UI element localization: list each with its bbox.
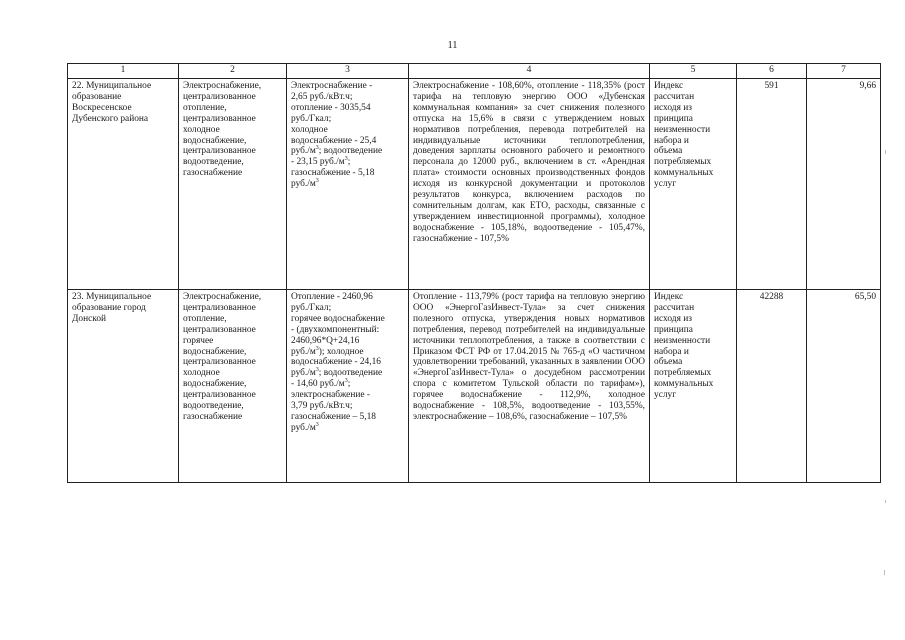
tariffs-text-a: Отопление - 2460,96 руб./Гкал; горячее водоснабжение - (двухкомпонентный: 2460,96*Q+24,16 руб./м xyxy=(291,292,385,357)
index-note-cell: Индекс рассчитан исходя из принципа неизменности набора и объема потребляемых коммунальных услуг xyxy=(650,79,737,290)
municipality-cell: 22. Муниципальное образование Воскресенское Дубенского района xyxy=(68,79,179,290)
tariffs-text-a: Электроснабжение - 2,65 руб./кВт.ч; отопление - 3035,54 руб./Гкал; холодное водоснабжение - 25,4 руб./м xyxy=(291,81,377,157)
header-cell-5: 5 xyxy=(650,64,737,79)
header-cell-4: 4 xyxy=(409,64,650,79)
tariff-table xyxy=(67,63,881,483)
page-number: 11 xyxy=(447,40,458,51)
superscript: 3 xyxy=(315,367,319,374)
tariffs-text-c: ; водоотведение - 14,60 руб./м xyxy=(291,368,383,390)
superscript: 3 xyxy=(315,145,319,152)
header-cell-2: 2 xyxy=(179,64,287,79)
services-cell: Электроснабжение, централизованное отопление, централизованное холодное водоснабжение, централизованное водоотведение, газоснабжение xyxy=(179,79,287,290)
header-cell-7: 7 xyxy=(807,64,881,79)
superscript: 3 xyxy=(315,178,319,185)
share-cell: 65,50 xyxy=(807,290,881,483)
scan-artifact-line xyxy=(884,570,885,575)
scan-artifact-line xyxy=(885,150,886,154)
header-cell-1: 1 xyxy=(68,64,179,79)
scan-artifact-line xyxy=(885,500,886,503)
population-cell: 42288 xyxy=(737,290,807,483)
services-cell: Электроснабжение, централизованное отопление, централизованное горячее водоснабжение, централизованное холодное водоснабжение, централизованное водоотведение, газоснабжение xyxy=(179,290,287,483)
tariffs-text-c: ; газоснабжение - 5,18 руб./м xyxy=(291,157,375,190)
share-cell: 9,66 xyxy=(807,79,881,290)
table-row xyxy=(68,79,881,290)
population-cell: 591 xyxy=(737,79,807,290)
superscript: 3 xyxy=(344,378,348,385)
growth-description-cell: Электроснабжение - 108,60%, отопление - 118,35% (рост тарифа на тепловую энергию ООО «Дубенская коммунальная компания» за счет снижения полезного отпуска на 15,6% в связи с утверждением новых нормативов потребления, перевода потребителей на индивидуальные источники теплопотребления, доведения зарплаты основного рабочего и ремонтного персонала до 12000 руб., включением в ст. «Арендная плата» стоимости основных производственных фондов исходя из конкурсной документации и протоколов результатов конкурса, включением расходов по сомнительным долгам, как ЕТО, расходы, связанные с утверждением инвестиционной программы), холодное водоснабжение - 105,18%, водоотведение - 105,47%, газоснабжение - 107,5% xyxy=(409,79,650,290)
tariffs-text-b: ); холодное водоснабжение - 24,16 руб./м xyxy=(291,346,381,379)
superscript: 3 xyxy=(344,156,348,163)
tariffs-text-d: ; электроснабжение - 3,79 руб./кВт.ч; газоснабжение – 5,18 руб./м xyxy=(291,379,376,433)
header-cell-3: 3 xyxy=(287,64,409,79)
header-row xyxy=(68,64,881,79)
municipality-cell: 23. Муниципальное образование город Донской xyxy=(68,290,179,483)
table-row xyxy=(68,290,881,483)
index-note-cell: Индекс рассчитан исходя из принципа неизменности набора и объема потребляемых коммунальных услуг xyxy=(650,290,737,483)
growth-description-cell: Отопление - 113,79% (рост тарифа на тепловую энергию ООО «ЭнергоГазИнвест-Тула» за счет снижения полезного отпуска, утверждения новых нормативов потребления, перевод потребителей на индивидуальные источники теплопотребления, а также в соответствии с Приказом ФСТ РФ от 17.04.2015 № 765-д «О частичном удовлетворении требований, указанных в заявлении ООО «ЭнергоГазИнвест-Тула» о досудебном рассмотрении спора с комитетом Тульской области по тарифам»), горячее водоснабжение - 112,9%, холодное водоснабжение - 108,5%, водоотведение - 103,55%, электроснабжение – 108,6%, газоснабжение – 107,5% xyxy=(409,290,650,483)
tariffs-cell xyxy=(287,290,409,483)
superscript: 3 xyxy=(315,345,319,352)
header-cell-6: 6 xyxy=(737,64,807,79)
tariffs-cell xyxy=(287,79,409,290)
superscript: 3 xyxy=(315,421,319,428)
tariffs-text-b: ; водоотведение - 23,15 руб./м xyxy=(291,146,383,168)
